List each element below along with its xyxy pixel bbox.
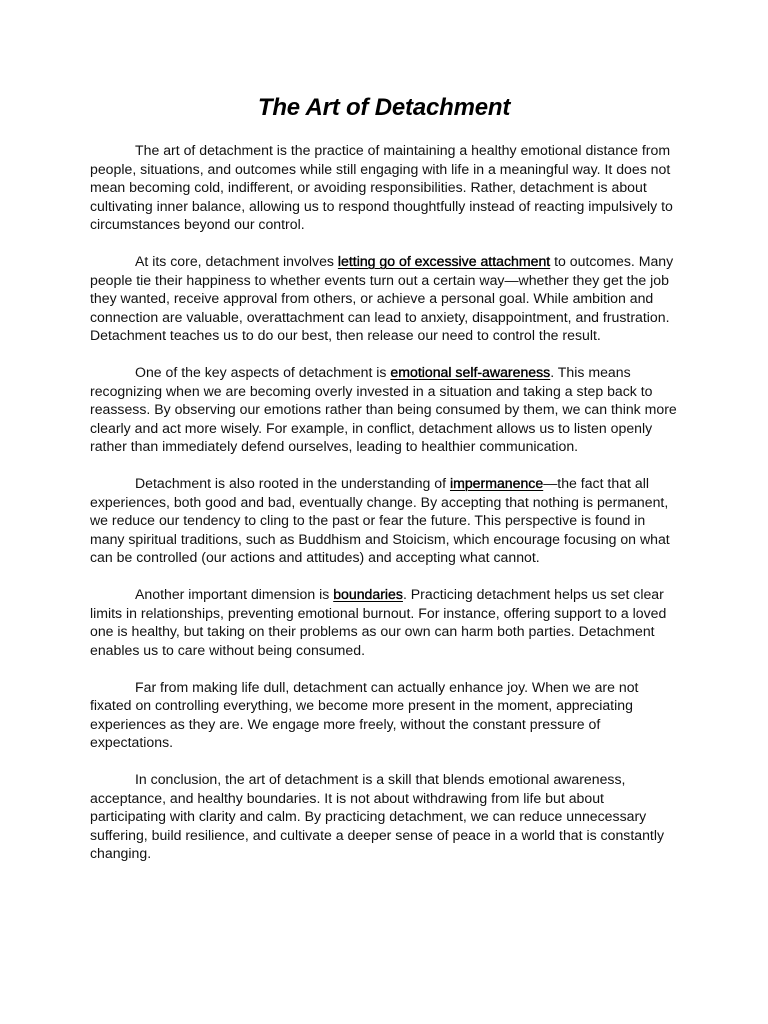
paragraph-core	[90, 252, 678, 345]
paragraph-intro	[90, 141, 678, 234]
highlighted-term: emotional self-awareness	[390, 364, 551, 380]
paragraph-text: —the fact that all experiences, both good and bad, eventually change. By accepting that nothing is permanent, we reduce our tendency to cling to the past or fear the future. This perspective is found in many spiritual traditions, such as Buddhism and Stoicism, which encourage focusing on what can be controlled (our actions and attitudes) and accepting what cannot.	[90, 475, 670, 565]
paragraph-text: Detachment is also rooted in the understanding of	[135, 475, 450, 491]
paragraph-text: At its core, detachment involves	[135, 253, 338, 269]
paragraph-text: Another important dimension is	[135, 586, 334, 602]
paragraph-conclusion	[90, 770, 678, 863]
paragraph-text: The art of detachment is the practice of maintaining a healthy emotional distance from people, situations, and outcomes while still engaging with life in a meaningful way. It does not mean becoming cold, indifferent, or avoiding responsibilities. Rather, detachment is about cultivating inner balance, allowing us to respond thoughtfully instead of reacting impulsively to circumstances beyond our control.	[90, 142, 673, 232]
paragraph-self-awareness	[90, 363, 678, 456]
paragraph-text: . This means recognizing when we are becoming overly invested in a situation and taking a step back to reassess. By observing our emotions rather than being consumed by them, we can think more clearly and act more wisely. For example, in conflict, detachment allows us to listen openly rather than immediately defend ourselves, leading to healthier communication.	[90, 364, 677, 454]
paragraph-text: to outcomes. Many people tie their happiness to whether events turn out a certain way—whether they get the job they wanted, receive approval from others, or achieve a personal goal. While ambition and connection are valuable, overattachment can lead to anxiety, disappointment, and frustration. Detachment teaches us to do our best, then release our need to control the result.	[90, 253, 674, 343]
paragraph-text: . Practicing detachment helps us set clear limits in relationships, preventing emotional burnout. For instance, offering support to a loved one is healthy, but taking on their problems as our own can harm both parties. Detachment enables us to care without being consumed.	[90, 586, 667, 658]
highlighted-term: boundaries	[333, 586, 403, 602]
paragraph-joy	[90, 678, 678, 752]
paragraph-text: In conclusion, the art of detachment is a skill that blends emotional awareness, acceptance, and healthy boundaries. It is not about withdrawing from life but about participating with clarity and calm. By practicing detachment, we can reduce unnecessary suffering, build resilience, and cultivate a deeper sense of peace in a world that is constantly changing.	[90, 771, 665, 861]
highlighted-term: impermanence	[449, 475, 544, 491]
document-body	[90, 141, 678, 881]
paragraph-impermanence	[90, 474, 678, 567]
paragraph-text: Far from making life dull, detachment can actually enhance joy. When we are not fixated on controlling everything, we become more present in the moment, appreciating experiences as they are. We engage more freely, without the constant pressure of expectations.	[90, 678, 639, 750]
paragraph-boundaries	[90, 585, 678, 659]
highlighted-term: letting go of excessive attachment	[337, 253, 551, 269]
paragraph-text: One of the key aspects of detachment is	[135, 364, 391, 380]
page-title: The Art of Detachment	[257, 94, 511, 121]
